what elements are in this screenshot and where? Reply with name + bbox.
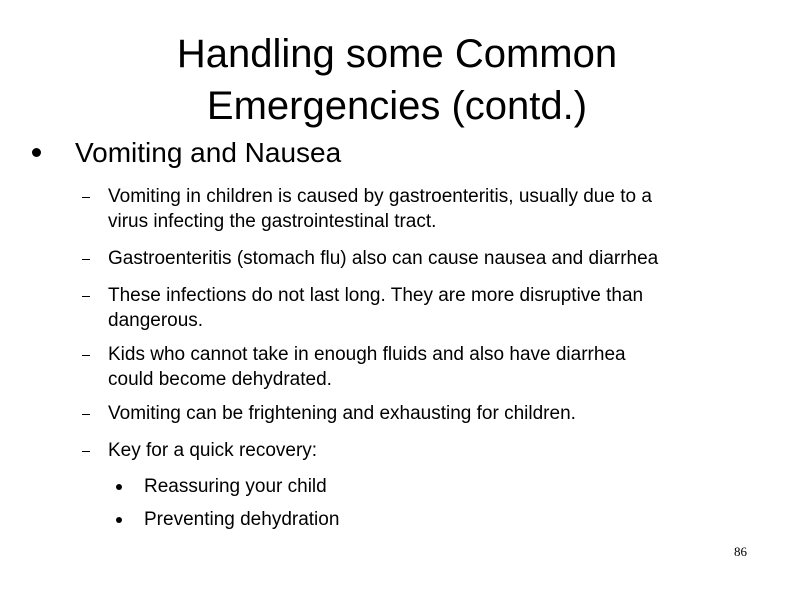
list-item-line: Key for a quick recovery: <box>108 440 318 461</box>
bullet-icon <box>32 148 41 157</box>
slide-title <box>40 28 754 132</box>
list-item-line: Vomiting in children is caused by gastroenteritis, usually due to a <box>108 186 652 207</box>
dash-bullet-icon <box>82 197 90 198</box>
dash-bullet-icon <box>82 451 90 452</box>
dash-bullet-icon <box>82 355 90 356</box>
bullet-icon <box>116 484 122 490</box>
list-item-text <box>108 246 758 271</box>
list-item-text <box>108 438 758 463</box>
dash-bullet-icon <box>82 296 90 297</box>
sub-list-item-text: Preventing dehydration <box>144 509 340 530</box>
page-number: 86 <box>734 544 747 559</box>
list-item-line: Kids who cannot take in enough fluids and also have diarrhea <box>108 344 626 365</box>
list-item-line: Vomiting can be frightening and exhausting for children. <box>108 403 576 424</box>
list-item-line: virus infecting the gastrointestinal tract. <box>108 211 437 232</box>
dash-bullet-icon <box>82 259 90 260</box>
list-item-line: could become dehydrated. <box>108 369 332 390</box>
section-heading: Vomiting and Nausea <box>75 137 342 168</box>
slide-title-line-2: Emergencies (contd.) <box>206 84 588 128</box>
list-item-line: dangerous. <box>108 310 204 331</box>
list-item-text <box>108 342 758 392</box>
list-item-text <box>108 401 758 426</box>
sub-list-item-text: Reassuring your child <box>144 476 327 497</box>
dash-bullet-icon <box>82 414 90 415</box>
slide-title-line-1: Handling some Common <box>176 32 618 76</box>
list-item-text <box>108 184 758 234</box>
list-item-text <box>108 283 758 333</box>
bullet-icon <box>116 517 122 523</box>
list-item-line: These infections do not last long. They are more disruptive than <box>108 285 644 306</box>
list-item-line: Gastroenteritis (stomach flu) also can cause nausea and diarrhea <box>108 248 659 269</box>
